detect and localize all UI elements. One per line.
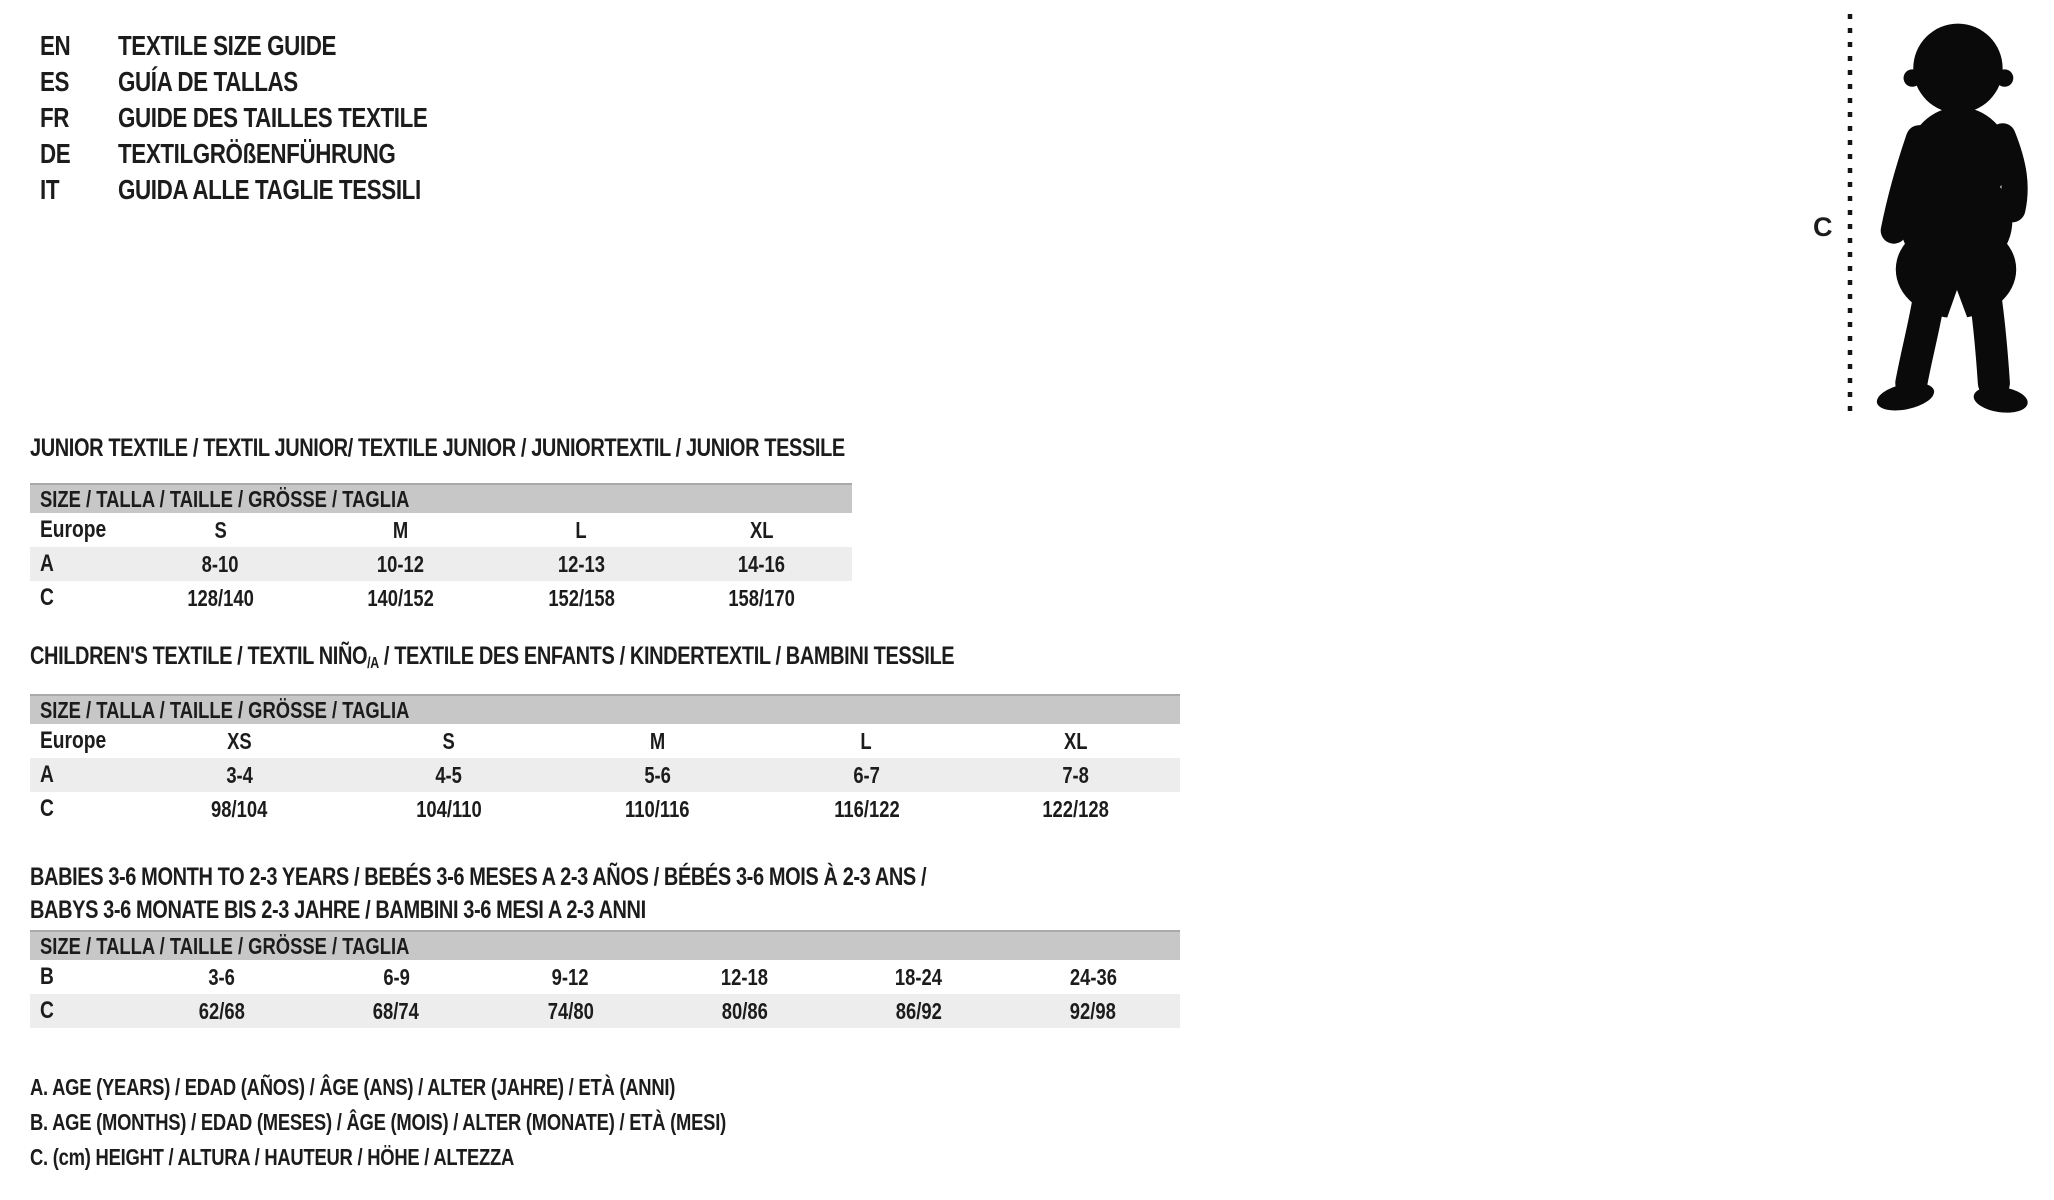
- legend-line: [30, 1105, 900, 1140]
- language-list: [40, 28, 505, 208]
- baby-silhouette-icon: [1858, 12, 2054, 420]
- title-segment: BABIES 3-6 MONTH TO 2-3 YEARS / BEBÉS 3-6 MESES A 2-3 AÑOS / BÉBÉS 3-6 MOIS À 2-3 ANS /: [30, 863, 927, 891]
- cell-value: [135, 792, 344, 826]
- legend-line: [30, 1140, 900, 1175]
- cell-text: S: [214, 516, 227, 543]
- legend-text: A. AGE (YEARS) / EDAD (AÑOS) / ÂGE (ANS) / ALTER (JAHRE) / ETÀ (ANNI): [30, 1074, 676, 1100]
- cell-value: [1006, 960, 1180, 994]
- cell-text: 128/140: [186, 584, 254, 611]
- cell-value: [483, 960, 657, 994]
- language-label: TEXTILGRÖßENFÜHRUNG: [118, 138, 396, 169]
- cell-value: [135, 758, 344, 792]
- cell-text: 9-12: [551, 963, 589, 990]
- table-title-block: [30, 436, 852, 461]
- cell-text: 140/152: [367, 584, 434, 611]
- row-cells: [135, 724, 1180, 758]
- row-cells: [130, 513, 852, 547]
- language-row: [40, 172, 505, 208]
- table-row: [30, 758, 1180, 792]
- height-dashed-line: [1846, 14, 1854, 416]
- row-label: [30, 758, 135, 792]
- legend-text: C. (cm) HEIGHT / ALTURA / HAUTEUR / HÖHE / ALTEZZA: [30, 1144, 515, 1170]
- cell-text: 80/86: [721, 997, 768, 1024]
- row-label-text: A: [40, 761, 54, 788]
- cell-value: [311, 547, 492, 581]
- table-title: [30, 861, 1180, 894]
- cell-text: 92/98: [1069, 997, 1116, 1024]
- table-title: [30, 894, 1180, 927]
- cell-text: 98/104: [211, 795, 268, 822]
- row-cells: [135, 994, 1180, 1028]
- row-label: [30, 994, 135, 1028]
- table-header-text: SIZE / TALLA / TAILLE / GRÖSSE / TAGLIA: [40, 696, 410, 723]
- cell-value: [491, 513, 672, 547]
- language-code: IT: [40, 174, 60, 205]
- language-label: GUIDE DES TAILLES TEXTILE: [118, 102, 428, 133]
- table-row: [30, 724, 1180, 758]
- table-title: [30, 644, 1180, 672]
- cell-text: 12-13: [557, 550, 605, 577]
- cell-value: [311, 581, 492, 615]
- table-title-block: [30, 861, 1180, 927]
- row-label-text: Europe: [40, 727, 107, 754]
- cell-text: L: [575, 516, 587, 543]
- table-header-size: [30, 930, 1180, 960]
- cell-value: [553, 758, 762, 792]
- cell-value: [553, 724, 762, 758]
- row-cells: [130, 547, 852, 581]
- cell-value: [309, 994, 483, 1028]
- cell-text: 12-18: [721, 963, 769, 990]
- table-row: [30, 994, 1180, 1028]
- language-label: GUÍA DE TALLAS: [118, 66, 298, 97]
- cell-value: [672, 547, 853, 581]
- cell-value: [832, 960, 1006, 994]
- size-table-children: [30, 644, 1180, 826]
- language-label: TEXTILE SIZE GUIDE: [118, 30, 337, 61]
- cell-text: 152/158: [547, 584, 615, 611]
- cell-value: [762, 724, 971, 758]
- row-label: [30, 547, 130, 581]
- table-title-text: [30, 861, 926, 894]
- row-label: [30, 792, 135, 826]
- row-label-text: A: [40, 550, 54, 577]
- table-title-text: [30, 436, 845, 461]
- title-segment: CHILDREN'S TEXTILE / TEXTIL NIÑO: [30, 642, 368, 670]
- cell-text: 68/74: [373, 997, 420, 1024]
- table-row: [30, 513, 852, 547]
- height-measure-label: C: [1813, 212, 1833, 242]
- cell-text: M: [393, 516, 409, 543]
- cell-value: [658, 960, 832, 994]
- cell-value: [135, 724, 344, 758]
- language-code: EN: [40, 30, 71, 61]
- row-cells: [135, 758, 1180, 792]
- cell-value: [971, 724, 1180, 758]
- cell-text: L: [860, 727, 873, 754]
- title-segment: / TEXTILE DES ENFANTS / KINDERTEXTIL / BAMBINI TESSILE: [378, 642, 955, 670]
- cell-value: [1006, 994, 1180, 1028]
- cell-text: 6-7: [853, 761, 880, 788]
- cell-text: 122/128: [1042, 795, 1109, 822]
- legend-line: [30, 1070, 900, 1105]
- cell-text: 86/92: [895, 997, 942, 1024]
- row-label: [30, 513, 130, 547]
- cell-value: [130, 581, 311, 615]
- language-code: FR: [40, 102, 70, 133]
- row-label: [30, 581, 130, 615]
- row-label-text: Europe: [40, 516, 107, 543]
- cell-value: [135, 960, 309, 994]
- row-label-text: C: [40, 584, 54, 611]
- table-title-text: [30, 644, 954, 672]
- cell-text: 4-5: [435, 761, 462, 788]
- cell-value: [309, 960, 483, 994]
- title-subscript: /A: [367, 655, 379, 673]
- table-row: [30, 792, 1180, 826]
- language-code: ES: [40, 66, 70, 97]
- size-table-babies: [30, 861, 1180, 1028]
- table-row: [30, 547, 852, 581]
- title-segment: BABYS 3-6 MONATE BIS 2-3 JAHRE / BAMBINI 3-6 MESI A 2-3 ANNI: [30, 896, 646, 924]
- cell-value: [491, 547, 672, 581]
- cell-text: 62/68: [199, 997, 246, 1024]
- table-title: [30, 436, 852, 461]
- table-header-size: [30, 694, 1180, 724]
- cell-value: [832, 994, 1006, 1028]
- cell-text: S: [442, 727, 455, 754]
- cell-text: 10-12: [377, 550, 425, 577]
- cell-text: 18-24: [895, 963, 943, 990]
- row-label: [30, 724, 135, 758]
- cell-text: 104/110: [415, 795, 482, 822]
- language-label: GUIDA ALLE TAGLIE TESSILI: [118, 174, 421, 205]
- row-label: [30, 960, 135, 994]
- cell-value: [311, 513, 492, 547]
- cell-text: XL: [1063, 727, 1088, 754]
- language-row: [40, 64, 505, 100]
- row-label-text: C: [40, 795, 54, 822]
- cell-text: 74/80: [547, 997, 594, 1024]
- title-segment: JUNIOR TEXTILE / TEXTIL JUNIOR/ TEXTILE JUNIOR / JUNIORTEXTIL / JUNIOR TESSILE: [30, 434, 845, 462]
- table-header-size: [30, 483, 852, 513]
- row-cells: [135, 792, 1180, 826]
- cell-value: [658, 994, 832, 1028]
- cell-value: [491, 581, 672, 615]
- cell-text: 116/122: [833, 795, 900, 822]
- table-header-text: SIZE / TALLA / TAILLE / GRÖSSE / TAGLIA: [40, 932, 410, 959]
- cell-value: [553, 792, 762, 826]
- row-cells: [135, 960, 1180, 994]
- cell-text: 14-16: [738, 550, 786, 577]
- cell-text: 3-4: [226, 761, 253, 788]
- cell-text: 3-6: [208, 963, 236, 990]
- cell-value: [762, 758, 971, 792]
- cell-value: [130, 547, 311, 581]
- cell-value: [344, 758, 553, 792]
- cell-text: 8-10: [201, 550, 239, 577]
- cell-value: [483, 994, 657, 1028]
- cell-value: [130, 513, 311, 547]
- cell-value: [971, 758, 1180, 792]
- row-cells: [130, 581, 852, 615]
- cell-text: 7-8: [1062, 761, 1089, 788]
- cell-value: [672, 513, 853, 547]
- cell-text: 24-36: [1069, 963, 1117, 990]
- cell-text: 110/116: [625, 795, 690, 822]
- language-code: DE: [40, 138, 71, 169]
- baby-figure: [900, 0, 1833, 430]
- cell-text: 6-9: [382, 963, 410, 990]
- legend: [30, 1070, 900, 1175]
- table-row: [30, 581, 852, 615]
- table-title-block: [30, 644, 1180, 672]
- cell-value: [672, 581, 853, 615]
- table-row: [30, 960, 1180, 994]
- cell-value: [344, 792, 553, 826]
- legend-text: B. AGE (MONTHS) / EDAD (MESES) / ÂGE (MOIS) / ALTER (MONATE) / ETÀ (MESI): [30, 1109, 726, 1135]
- cell-value: [762, 792, 971, 826]
- cell-text: XS: [227, 727, 252, 754]
- cell-text: 5-6: [644, 761, 671, 788]
- language-row: [40, 28, 505, 64]
- table-title-text: [30, 894, 646, 927]
- cell-text: M: [649, 727, 666, 754]
- cell-value: [344, 724, 553, 758]
- size-table-junior: [30, 436, 852, 615]
- row-label-text: C: [40, 997, 54, 1024]
- language-row: [40, 100, 505, 136]
- cell-value: [135, 994, 309, 1028]
- language-row: [40, 136, 505, 172]
- cell-text: XL: [749, 516, 774, 543]
- cell-text: 158/170: [728, 584, 795, 611]
- table-header-text: SIZE / TALLA / TAILLE / GRÖSSE / TAGLIA: [40, 485, 410, 512]
- row-label-text: B: [40, 963, 54, 990]
- cell-value: [971, 792, 1180, 826]
